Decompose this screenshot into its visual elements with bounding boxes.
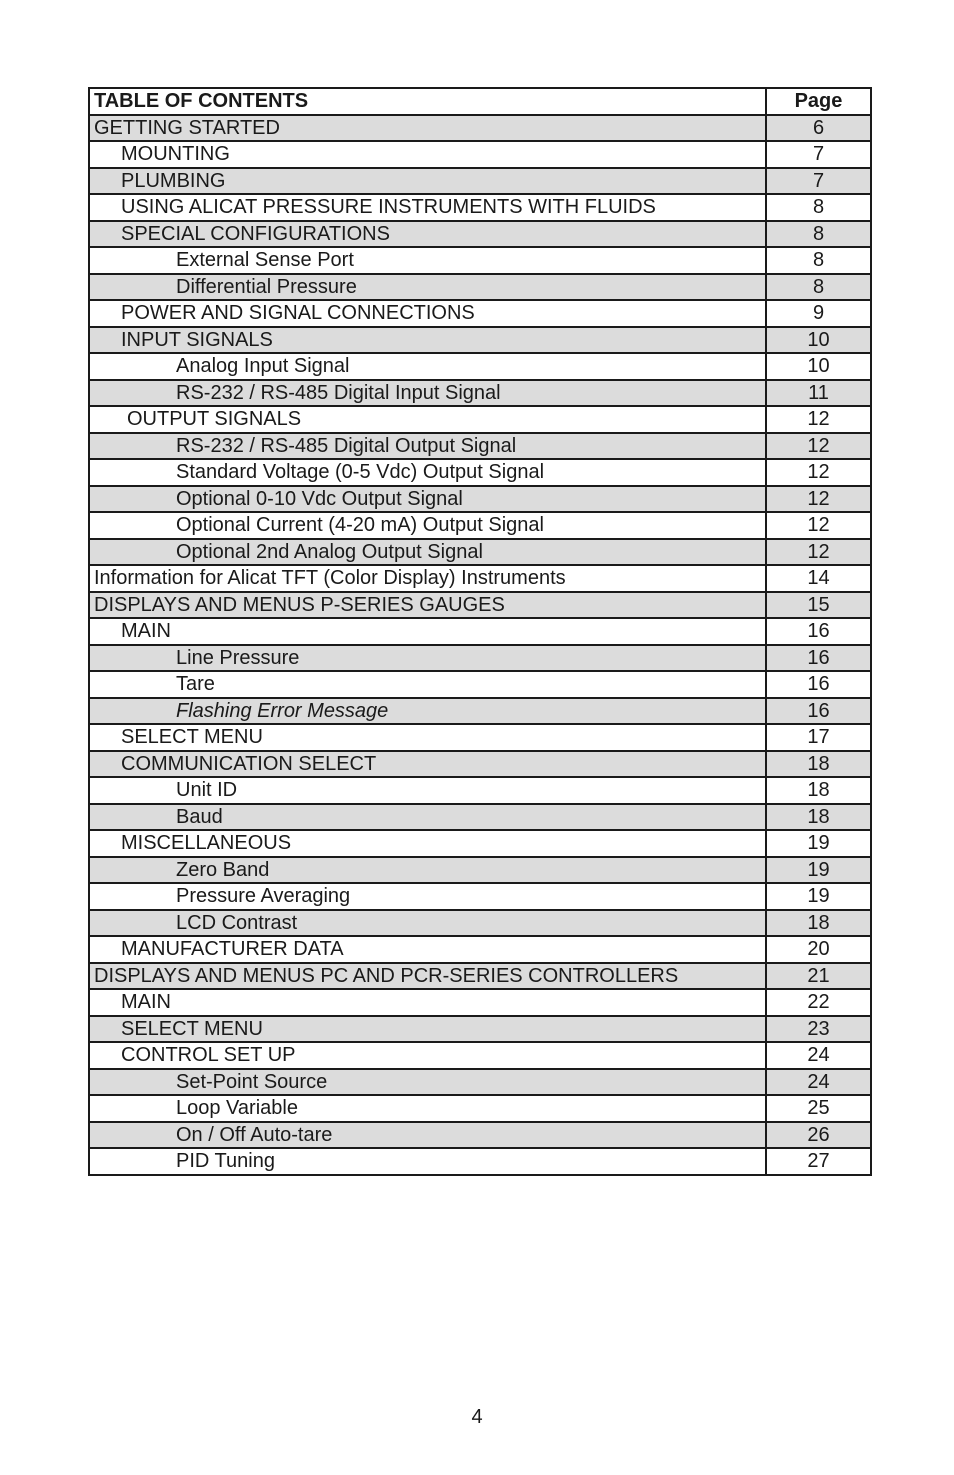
toc-row bbox=[89, 724, 871, 751]
toc-row bbox=[89, 274, 871, 301]
toc-entry-page: 22 bbox=[766, 989, 871, 1016]
toc-entry-title: Optional Current (4-20 mA) Output Signal bbox=[89, 512, 766, 539]
toc-entry-title: OUTPUT SIGNALS bbox=[89, 406, 766, 433]
toc-entry-page: 9 bbox=[766, 300, 871, 327]
toc-entry-page: 8 bbox=[766, 194, 871, 221]
toc-row bbox=[89, 327, 871, 354]
toc-row bbox=[89, 565, 871, 592]
toc-row bbox=[89, 194, 871, 221]
toc-entry-title: LCD Contrast bbox=[89, 910, 766, 937]
toc-row bbox=[89, 115, 871, 142]
toc-header-page: Page bbox=[766, 88, 871, 115]
toc-entry-title: USING ALICAT PRESSURE INSTRUMENTS WITH FLUIDS bbox=[89, 194, 766, 221]
toc-entry-title: Information for Alicat TFT (Color Display) Instruments bbox=[89, 565, 766, 592]
toc-entry-page: 21 bbox=[766, 963, 871, 990]
toc-entry-title: DISPLAYS AND MENUS P-SERIES GAUGES bbox=[89, 592, 766, 619]
toc-entry-page: 16 bbox=[766, 645, 871, 672]
toc-entry-page: 12 bbox=[766, 539, 871, 566]
toc-entry-page: 12 bbox=[766, 486, 871, 513]
toc-entry-title: Standard Voltage (0-5 Vdc) Output Signal bbox=[89, 459, 766, 486]
toc-entry-title: MOUNTING bbox=[89, 141, 766, 168]
toc-entry-title: SPECIAL CONFIGURATIONS bbox=[89, 221, 766, 248]
toc-row bbox=[89, 936, 871, 963]
toc-entry-page: 26 bbox=[766, 1122, 871, 1149]
toc-row bbox=[89, 830, 871, 857]
toc-row bbox=[89, 353, 871, 380]
toc-entry-title: Optional 2nd Analog Output Signal bbox=[89, 539, 766, 566]
toc-header-title: TABLE OF CONTENTS bbox=[89, 88, 766, 115]
toc-entry-page: 10 bbox=[766, 353, 871, 380]
toc-row bbox=[89, 433, 871, 460]
toc-entry-title: CONTROL SET UP bbox=[89, 1042, 766, 1069]
toc-row bbox=[89, 1042, 871, 1069]
toc-entry-page: 16 bbox=[766, 618, 871, 645]
toc-entry-title: Set-Point Source bbox=[89, 1069, 766, 1096]
toc-entry-page: 12 bbox=[766, 433, 871, 460]
toc-entry-page: 12 bbox=[766, 512, 871, 539]
toc-row bbox=[89, 141, 871, 168]
toc-entry-page: 16 bbox=[766, 671, 871, 698]
toc-entry-page: 18 bbox=[766, 751, 871, 778]
toc-entry-page: 18 bbox=[766, 804, 871, 831]
toc-entry-title: DISPLAYS AND MENUS PC AND PCR-SERIES CONTROLLERS bbox=[89, 963, 766, 990]
toc-entry-page: 17 bbox=[766, 724, 871, 751]
toc-row bbox=[89, 592, 871, 619]
toc-entry-title: MAIN bbox=[89, 618, 766, 645]
page-number: 4 bbox=[471, 1406, 483, 1428]
toc-entry-title: POWER AND SIGNAL CONNECTIONS bbox=[89, 300, 766, 327]
toc-row bbox=[89, 618, 871, 645]
toc-entry-page: 18 bbox=[766, 910, 871, 937]
toc-entry-title: Baud bbox=[89, 804, 766, 831]
toc-row bbox=[89, 989, 871, 1016]
toc-entry-title: Differential Pressure bbox=[89, 274, 766, 301]
toc-row bbox=[89, 300, 871, 327]
toc-entry-page: 8 bbox=[766, 221, 871, 248]
toc-row bbox=[89, 645, 871, 672]
toc-entry-page: 19 bbox=[766, 883, 871, 910]
toc-row bbox=[89, 406, 871, 433]
toc-entry-page: 23 bbox=[766, 1016, 871, 1043]
toc-entry-page: 16 bbox=[766, 698, 871, 725]
toc-row bbox=[89, 698, 871, 725]
toc-entry-title: Analog Input Signal bbox=[89, 353, 766, 380]
toc-row bbox=[89, 671, 871, 698]
toc-entry-title: MAIN bbox=[89, 989, 766, 1016]
toc-row bbox=[89, 804, 871, 831]
toc-row bbox=[89, 221, 871, 248]
toc-row bbox=[89, 1122, 871, 1149]
toc-row bbox=[89, 459, 871, 486]
toc-entry-title: External Sense Port bbox=[89, 247, 766, 274]
toc-row bbox=[89, 1148, 871, 1175]
toc-entry-title: SELECT MENU bbox=[89, 724, 766, 751]
toc-entry-page: 12 bbox=[766, 406, 871, 433]
toc-entry-title: Zero Band bbox=[89, 857, 766, 884]
toc-entry-title: Optional 0-10 Vdc Output Signal bbox=[89, 486, 766, 513]
toc-row bbox=[89, 1016, 871, 1043]
toc-entry-title: Loop Variable bbox=[89, 1095, 766, 1122]
toc-entry-page: 8 bbox=[766, 247, 871, 274]
toc-entry-title: MANUFACTURER DATA bbox=[89, 936, 766, 963]
toc-entry-page: 20 bbox=[766, 936, 871, 963]
toc-entry-page: 7 bbox=[766, 141, 871, 168]
toc-entry-title: RS-232 / RS-485 Digital Output Signal bbox=[89, 433, 766, 460]
toc-row bbox=[89, 751, 871, 778]
toc-entry-page: 19 bbox=[766, 830, 871, 857]
toc-row bbox=[89, 1095, 871, 1122]
toc-entry-title: GETTING STARTED bbox=[89, 115, 766, 142]
toc-entry-page: 12 bbox=[766, 459, 871, 486]
toc-entry-page: 24 bbox=[766, 1042, 871, 1069]
toc-row bbox=[89, 512, 871, 539]
toc-row bbox=[89, 380, 871, 407]
toc-row bbox=[89, 777, 871, 804]
toc-row bbox=[89, 910, 871, 937]
toc-row bbox=[89, 247, 871, 274]
toc-entry-page: 25 bbox=[766, 1095, 871, 1122]
toc-row bbox=[89, 168, 871, 195]
table-of-contents bbox=[88, 87, 872, 1176]
toc-row bbox=[89, 883, 871, 910]
toc-header-row bbox=[89, 88, 871, 115]
toc-entry-title: Pressure Averaging bbox=[89, 883, 766, 910]
toc-entry-page: 24 bbox=[766, 1069, 871, 1096]
toc-row bbox=[89, 539, 871, 566]
toc-row bbox=[89, 1069, 871, 1096]
toc-entry-title: COMMUNICATION SELECT bbox=[89, 751, 766, 778]
toc-entry-page: 10 bbox=[766, 327, 871, 354]
toc-entry-title: INPUT SIGNALS bbox=[89, 327, 766, 354]
toc-entry-page: 14 bbox=[766, 565, 871, 592]
toc-entry-page: 18 bbox=[766, 777, 871, 804]
toc-row bbox=[89, 963, 871, 990]
toc-entry-title: Line Pressure bbox=[89, 645, 766, 672]
toc-entry-title: Flashing Error Message bbox=[89, 698, 766, 725]
toc-row bbox=[89, 857, 871, 884]
toc-entry-title: SELECT MENU bbox=[89, 1016, 766, 1043]
toc-row bbox=[89, 486, 871, 513]
toc-entry-title: PID Tuning bbox=[89, 1148, 766, 1175]
toc-entry-page: 7 bbox=[766, 168, 871, 195]
toc-entry-page: 8 bbox=[766, 274, 871, 301]
toc-entry-page: 15 bbox=[766, 592, 871, 619]
toc-entry-page: 6 bbox=[766, 115, 871, 142]
toc-entry-title: PLUMBING bbox=[89, 168, 766, 195]
toc-entry-title: On / Off Auto-tare bbox=[89, 1122, 766, 1149]
toc-entry-title: Tare bbox=[89, 671, 766, 698]
toc-entry-page: 27 bbox=[766, 1148, 871, 1175]
toc-entry-page: 11 bbox=[766, 380, 871, 407]
toc-entry-title: RS-232 / RS-485 Digital Input Signal bbox=[89, 380, 766, 407]
toc-entry-page: 19 bbox=[766, 857, 871, 884]
toc-entry-title: MISCELLANEOUS bbox=[89, 830, 766, 857]
toc-entry-title: Unit ID bbox=[89, 777, 766, 804]
